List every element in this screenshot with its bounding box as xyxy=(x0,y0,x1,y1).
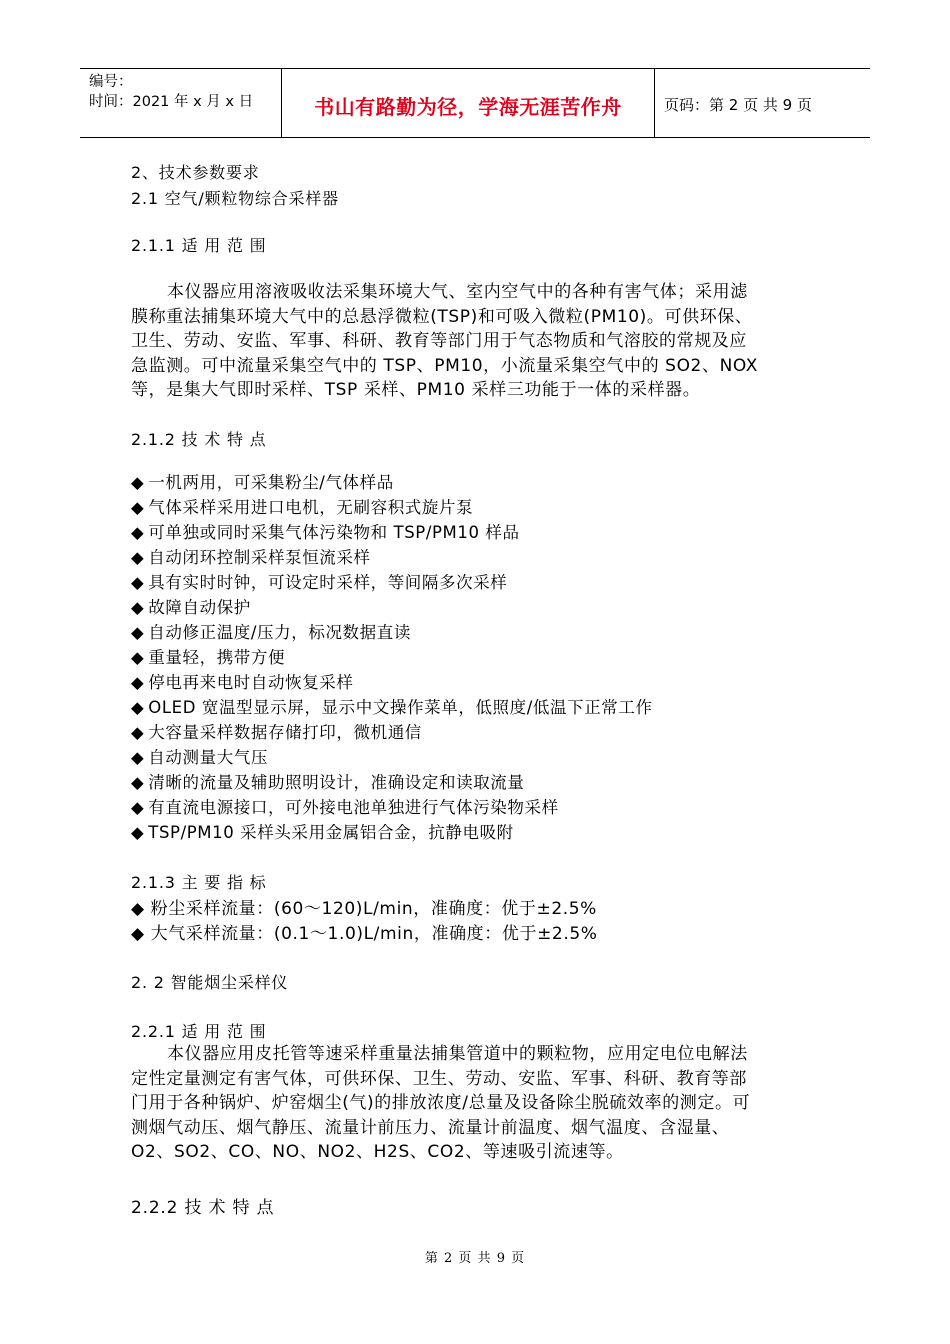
diamond-bullet-icon: ◆ xyxy=(131,548,145,567)
section-heading: 2.2.2 技 术 特 点 xyxy=(131,1198,275,1218)
diamond-bullet-icon: ◆ xyxy=(131,498,145,517)
list-item xyxy=(131,470,653,495)
list-item xyxy=(131,520,653,545)
list-item-text: 停电再来电时自动恢复采样 xyxy=(148,673,354,692)
list-item xyxy=(131,495,653,520)
list-item-text: 气体采样采用进口电机，无刷容积式旋片泵 xyxy=(148,498,474,517)
list-item-text: TSP/PM10 采样头采用金属铝合金，抗静电吸附 xyxy=(148,823,514,842)
list-item xyxy=(131,795,653,820)
diamond-bullet-icon: ◆ xyxy=(131,648,145,667)
diamond-bullet-icon: ◆ xyxy=(131,723,145,742)
list-item-text: 可单独或同时采集气体污染物和 TSP/PM10 样品 xyxy=(148,523,520,542)
list-item-text: 自动修正温度/压力，标况数据直读 xyxy=(148,623,411,642)
list-item xyxy=(131,720,653,745)
header-motto: 书山有路勤为径，学海无涯苦作舟 xyxy=(314,95,622,119)
metric-line: ◆ 大气采样流量：(0.1～1.0)L/min，准确度：优于±2.5% xyxy=(131,924,598,944)
section-heading: 2.1.3 主 要 指 标 xyxy=(131,873,267,892)
section-heading: 2、技术参数要求 xyxy=(131,163,260,182)
paragraph-line: 膜称重法捕集环境大气中的总悬浮微粒(TSP)和可吸入微粒(PM10)。可供环保、 xyxy=(131,306,753,327)
list-item-text: 一机两用，可采集粉尘/气体样品 xyxy=(148,473,394,492)
list-item-text: 清晰的流量及辅助照明设计，准确设定和读取流量 xyxy=(148,773,525,792)
paragraph-line: 卫生、劳动、安监、军事、科研、教育等部门用于气态物质和气溶胶的常规及应 xyxy=(131,331,747,351)
paragraph-line: 本仪器应用溶液吸收法采集环境大气、室内空气中的各种有害气体；采用滤 xyxy=(167,282,748,302)
diamond-bullet-icon: ◆ xyxy=(131,773,145,792)
paragraph-line: 本仪器应用皮托管等速采样重量法捕集管道中的颗粒物，应用定电位电解法 xyxy=(167,1044,748,1064)
section-heading: 2.1.1 适 用 范 围 xyxy=(131,236,267,255)
diamond-bullet-icon: ◆ xyxy=(131,823,145,842)
diamond-bullet-icon: ◆ xyxy=(131,798,145,817)
time-label: 时间：2021 年 x 月 x 日 xyxy=(89,94,254,110)
list-item-text: 故障自动保护 xyxy=(148,598,251,617)
list-item xyxy=(131,670,653,695)
diamond-bullet-icon: ◆ xyxy=(131,673,145,692)
list-item-text: 具有实时时钟，可设定时采样，等间隔多次采样 xyxy=(148,573,508,592)
list-item xyxy=(131,570,653,595)
header-page-info: 页码：第 2 页 共 9 页 xyxy=(664,96,812,114)
paragraph-scope xyxy=(131,1042,837,1165)
list-item xyxy=(131,620,653,645)
section-heading: 2.1.2 技 术 特 点 xyxy=(131,430,267,449)
number-label: 编号： xyxy=(89,74,133,90)
paragraph-line: O2、SO2、CO、NO、NO2、H2S、CO2、等速吸引流速等。 xyxy=(131,1142,624,1162)
paragraph-line: 测烟气动压、烟气静压、流量计前压力、流量计前温度、烟气温度、含湿量、 xyxy=(131,1117,730,1138)
list-item xyxy=(131,745,653,770)
list-item-text: OLED 宽温型显示屏，显示中文操作菜单，低照度/低温下正常工作 xyxy=(148,698,653,717)
section-heading: 2. 2 智能烟尘采样仪 xyxy=(131,973,289,992)
list-item-text: 自动闭环控制采样泵恒流采样 xyxy=(148,548,371,567)
paragraph-line: 急监测。可中流量采集空气中的 TSP、PM10，小流量采集空气中的 SO2、NOX xyxy=(131,355,759,376)
list-item xyxy=(131,695,653,720)
section-heading: 2.2.1 适 用 范 围 xyxy=(131,1022,267,1041)
paragraph-scope xyxy=(131,280,837,403)
list-item-text: 大容量采样数据存储打印，微机通信 xyxy=(148,723,422,742)
section-heading: 2.1 空气/颗粒物综合采样器 xyxy=(131,189,339,208)
list-item xyxy=(131,645,653,670)
list-item-text: 有直流电源接口，可外接电池单独进行气体污染物采样 xyxy=(148,798,559,817)
paragraph-line: 等，是集大气即时采样、TSP 采样、PM10 采样三功能于一体的采样器。 xyxy=(131,380,701,400)
diamond-bullet-icon: ◆ xyxy=(131,623,145,642)
header-divider xyxy=(654,69,655,137)
header-meta xyxy=(89,72,253,112)
feature-list xyxy=(131,470,653,845)
diamond-bullet-icon: ◆ xyxy=(131,523,145,542)
list-item xyxy=(131,770,653,795)
diamond-bullet-icon: ◆ xyxy=(131,473,145,492)
list-item xyxy=(131,595,653,620)
list-item xyxy=(131,545,653,570)
list-item-text: 重量轻，携带方便 xyxy=(148,648,286,667)
diamond-bullet-icon: ◆ xyxy=(131,573,145,592)
diamond-bullet-icon: ◆ xyxy=(131,698,145,717)
page-header xyxy=(80,68,870,138)
list-item xyxy=(131,820,653,845)
paragraph-line: 定性定量测定有害气体，可供环保、卫生、劳动、安监、军事、科研、教育等部 xyxy=(131,1068,747,1089)
diamond-bullet-icon: ◆ xyxy=(131,748,145,767)
diamond-bullet-icon: ◆ xyxy=(131,598,145,617)
page-footer: 第 2 页 共 9 页 xyxy=(424,1251,526,1266)
list-item-text: 自动测量大气压 xyxy=(148,748,268,767)
paragraph-line: 门用于各种锅炉、炉窑烟尘(气)的排放浓度/总量及设备除尘脱硫效率的测定。可 xyxy=(131,1093,751,1113)
metric-line: ◆ 粉尘采样流量：(60～120)L/min，准确度：优于±2.5% xyxy=(131,899,597,919)
